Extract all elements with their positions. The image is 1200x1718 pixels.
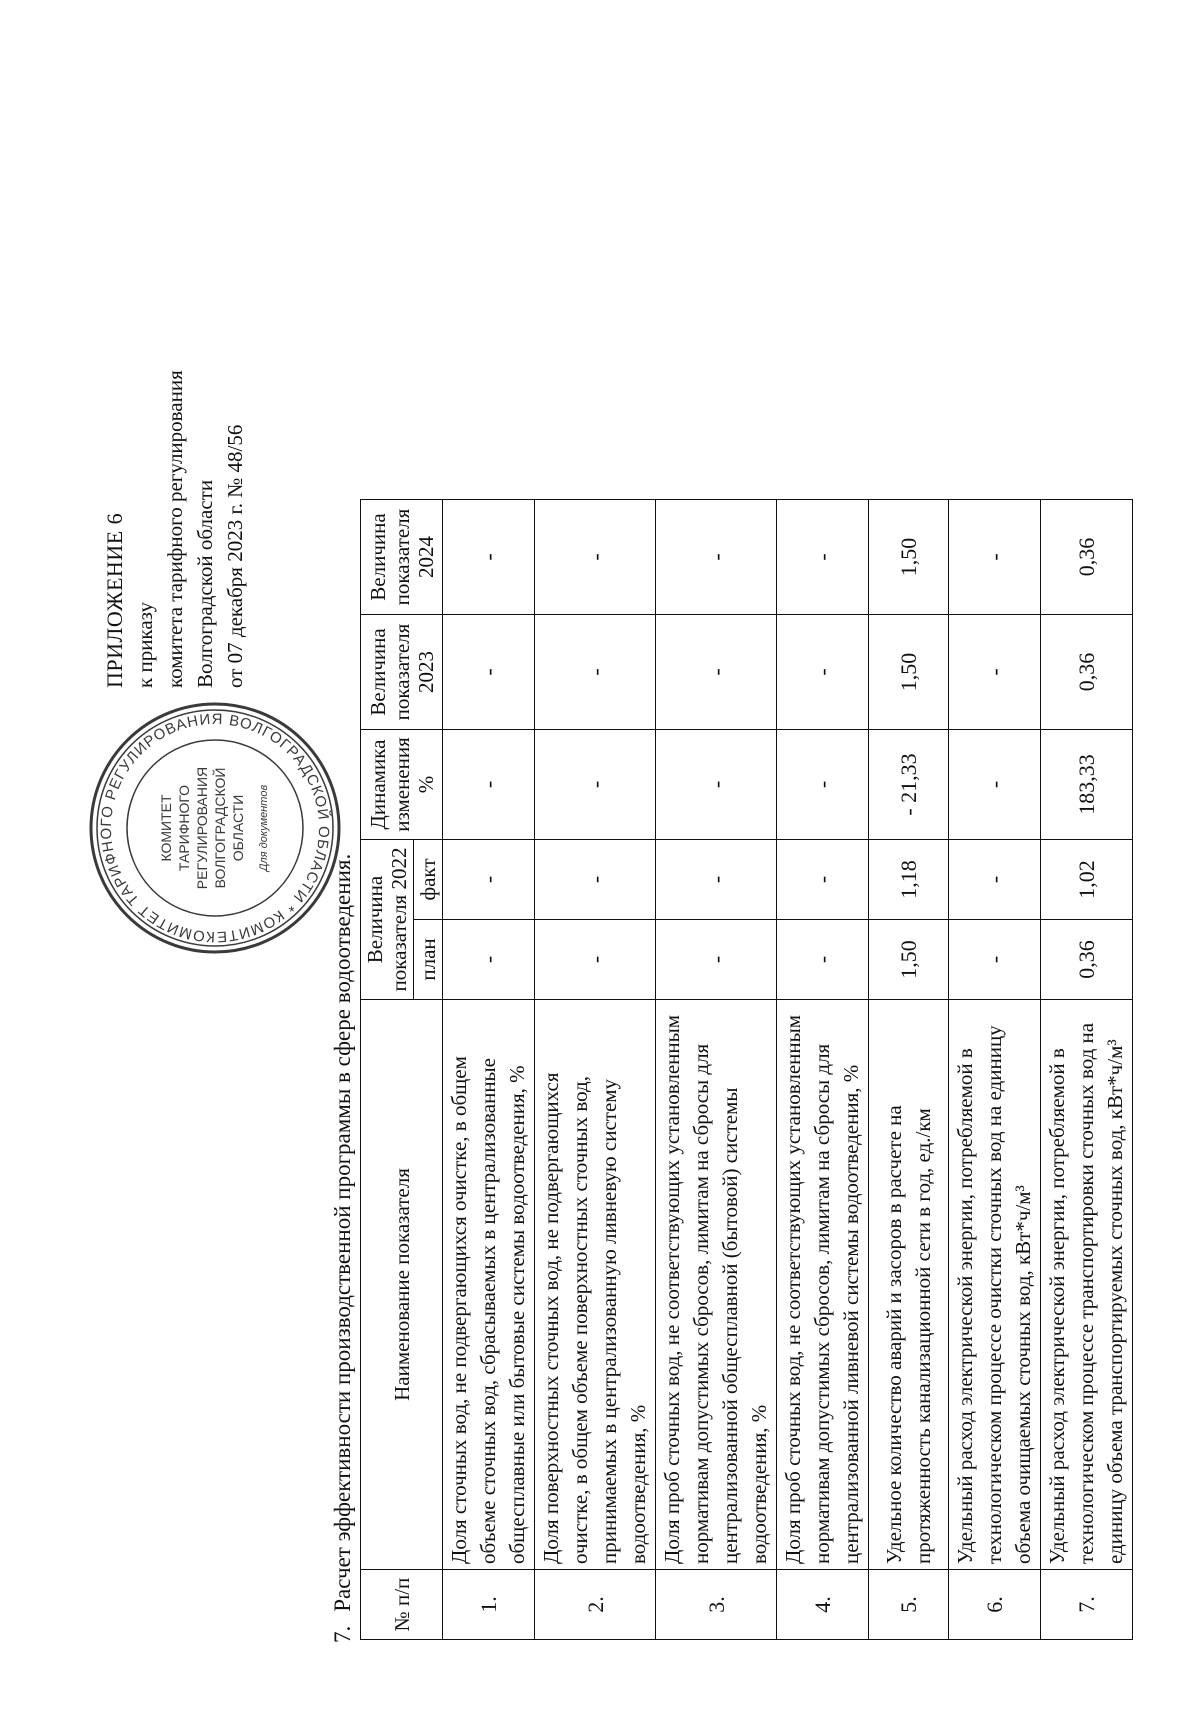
header-fact: факт <box>414 840 443 920</box>
row-plan: - <box>656 920 777 1000</box>
row-name: Доля сточных вод, не подвергающихся очистке, в общем объеме сточных вод, сбрасываемых в централизованные общесплавные или бытовые системы водоотведения, % <box>443 1000 535 1570</box>
row-num: 7. <box>1041 1570 1133 1640</box>
row-value-2024: - <box>777 500 869 615</box>
official-stamp <box>85 698 345 958</box>
row-name: Удельный расход электрической энергии, потребляемой в технологическом процессе очистки сточных вод на единицу объема очищаемых сточных вод, кВт*ч/м³ <box>949 1000 1041 1570</box>
row-value-2023: - <box>949 615 1041 730</box>
row-value-2023: - <box>656 615 777 730</box>
row-value-2024: - <box>535 500 656 615</box>
section-number: 7. <box>330 1625 355 1643</box>
table-row <box>1041 500 1133 1640</box>
header-value-2022: Величина показателя 2022 <box>361 840 414 1000</box>
row-fact: - <box>656 840 777 920</box>
header-value-2024: Величина показателя 2024 <box>361 500 443 615</box>
appendix-line-order: к приказу <box>133 602 157 688</box>
table-row <box>949 500 1041 1640</box>
stamp-outer-text: КОМИТЕТ ТАРИФНОГО РЕГУЛИРОВАНИЯ ВОЛГОГРАДСКОЙ ОБЛАСТИ * КОМИТЕ <box>97 710 333 946</box>
row-name: Удельное количество аварий и засоров в расчете на протяженность канализационной сети в год, ед./км <box>869 1000 949 1570</box>
appendix-line-date: от 07 декабря 2023 г. № 48/56 <box>223 424 247 688</box>
row-dynamics: - <box>777 730 869 840</box>
table-header-row <box>361 500 414 1640</box>
row-dynamics: 183,33 <box>1041 730 1133 840</box>
row-value-2023: 0,36 <box>1041 615 1133 730</box>
section-heading <box>330 854 356 1643</box>
row-num: 3. <box>656 1570 777 1640</box>
row-dynamics: - 21,33 <box>869 730 949 840</box>
row-fact: - <box>777 840 869 920</box>
appendix-line-committee: комитета тарифного регулирования <box>163 370 187 688</box>
row-fact: - <box>949 840 1041 920</box>
stamp-center-line: Для документов <box>258 784 270 872</box>
table-row <box>443 500 535 1640</box>
row-dynamics: - <box>949 730 1041 840</box>
row-value-2023: - <box>777 615 869 730</box>
row-fact: 1,02 <box>1041 840 1133 920</box>
row-plan: - <box>949 920 1041 1000</box>
stamp-center-line: КОМИТЕТ <box>158 794 174 862</box>
row-dynamics: - <box>535 730 656 840</box>
row-num: 6. <box>949 1570 1041 1640</box>
row-name: Доля проб сточных вод, не соответствующих установленным нормативам допустимых сбросов, лимитам на сбросы для централизованной ливневой системы водоотведения, % <box>777 1000 869 1570</box>
row-fact: 1,18 <box>869 840 949 920</box>
row-plan: - <box>535 920 656 1000</box>
header-plan: план <box>414 920 443 1000</box>
stamp-center-line: ОБЛАСТИ <box>230 794 246 862</box>
row-plan: - <box>777 920 869 1000</box>
table-row <box>656 500 777 1640</box>
stamp-center-line: ТАРИФНОГО <box>176 784 192 872</box>
stamp-center-line: РЕГУЛИРОВАНИЯ <box>194 766 210 890</box>
row-num: 1. <box>443 1570 535 1640</box>
appendix-header <box>100 128 250 688</box>
row-name: Доля проб сточных вод, не соответствующих установленным нормативам допустимых сбросов, лимитам на сбросы для централизованной общесплавной (бытовой) системы водоотведения, % <box>656 1000 777 1570</box>
row-num: 2. <box>535 1570 656 1640</box>
table-row <box>535 500 656 1640</box>
appendix-line-region: Волгоградской области <box>193 479 217 688</box>
header-name: Наименование показателя <box>361 1000 443 1570</box>
row-value-2023: 1,50 <box>869 615 949 730</box>
row-value-2024: 0,36 <box>1041 500 1133 615</box>
row-num: 4. <box>777 1570 869 1640</box>
row-plan: 0,36 <box>1041 920 1133 1000</box>
header-dynamics: Динамика изменения % <box>361 730 443 840</box>
efficiency-table <box>360 499 1133 1640</box>
row-plan: - <box>443 920 535 1000</box>
row-value-2024: - <box>656 500 777 615</box>
row-value-2023: - <box>443 615 535 730</box>
row-fact: - <box>535 840 656 920</box>
row-dynamics: - <box>656 730 777 840</box>
row-value-2024: - <box>443 500 535 615</box>
row-name: Удельный расход электрической энергии, потребляемой в технологическом процессе транспортировки сточных вод на единицу объема транспортируемых сточных вод, кВт*ч/м³ <box>1041 1000 1133 1570</box>
row-num: 5. <box>869 1570 949 1640</box>
table-row <box>777 500 869 1640</box>
header-value-2023: Величина показателя 2023 <box>361 615 443 730</box>
row-value-2023: - <box>535 615 656 730</box>
row-name: Доля поверхностных сточных вод, не подвергающихся очистке, в общем объеме поверхностных сточных вод, принимаемых в централизованную ливневую систему водоотведения, % <box>535 1000 656 1570</box>
section-title-text: Расчет эффективности производственной программы в сфере водоотведения. <box>330 853 355 1612</box>
row-dynamics: - <box>443 730 535 840</box>
stamp-center-line: ВОЛГОГРАДСКОЙ <box>212 767 228 889</box>
header-num: № п/п <box>361 1570 443 1640</box>
table-row <box>869 500 949 1640</box>
row-value-2024: - <box>949 500 1041 615</box>
row-value-2024: 1,50 <box>869 500 949 615</box>
row-plan: 1,50 <box>869 920 949 1000</box>
stamp-seal-icon <box>85 698 345 958</box>
row-fact: - <box>443 840 535 920</box>
appendix-title: ПРИЛОЖЕНИЕ 6 <box>102 512 127 688</box>
